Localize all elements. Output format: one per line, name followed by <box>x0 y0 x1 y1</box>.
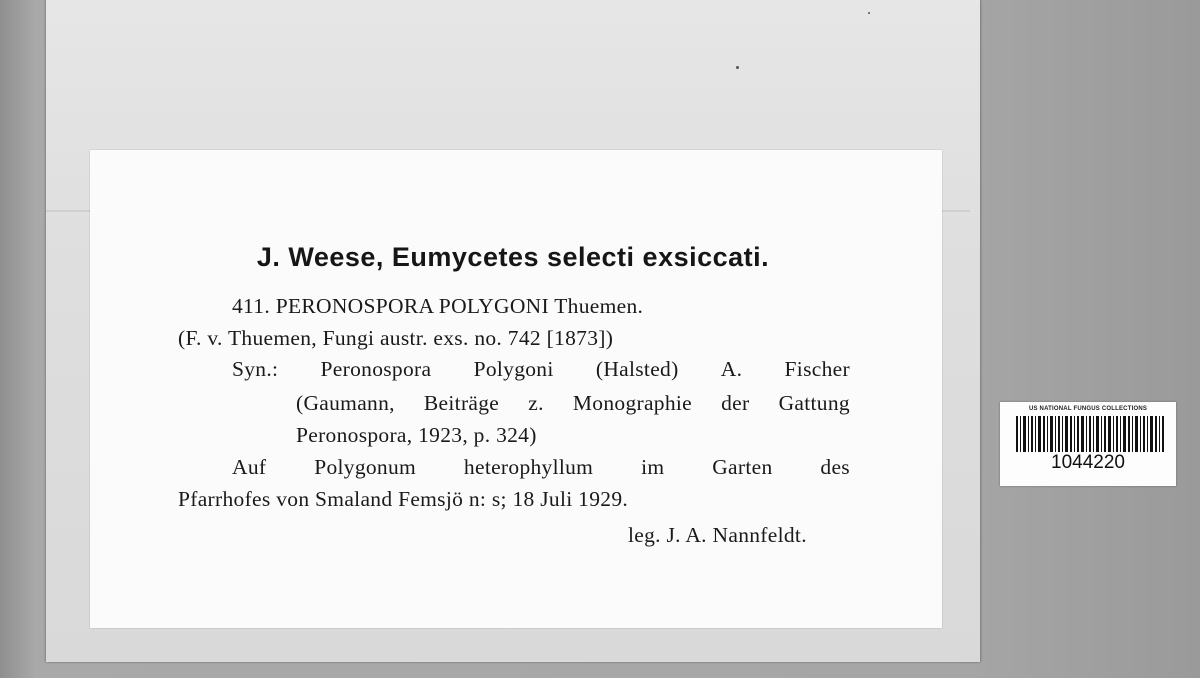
synonym-word: A. <box>720 357 743 381</box>
label-line-host <box>232 455 850 480</box>
label-line-reference <box>296 391 850 416</box>
host-word: Auf <box>232 455 267 479</box>
synonym-word: (Halsted) <box>595 357 679 381</box>
barcode-caption: US NATIONAL FUNGUS COLLECTIONS <box>1028 406 1148 412</box>
reference-word: Gattung <box>778 391 850 415</box>
barcode-label <box>1000 402 1176 486</box>
synonym-prefix: Syn.: <box>232 357 279 381</box>
label-line-synonym <box>232 357 850 382</box>
host-word: im <box>641 455 665 479</box>
label-line-citation: (F. v. Thuemen, Fungi austr. exs. no. 742 [1873]) <box>178 326 614 350</box>
paper-speck <box>736 66 739 69</box>
label-line-locality: Pfarrhofes von Smaland Femsjö n: s; 18 Juli 1929. <box>178 487 629 511</box>
label-title: J. Weese, Eumycetes selecti exsiccati. <box>256 242 770 272</box>
barcode-icon <box>1016 416 1164 452</box>
reference-word: der <box>721 391 750 415</box>
host-word: des <box>820 455 850 479</box>
synonym-word: Polygoni <box>473 357 554 381</box>
host-word: heterophyllum <box>463 455 594 479</box>
synonym-word: Fischer <box>784 357 850 381</box>
specimen-label <box>90 150 942 628</box>
host-word: Garten <box>712 455 773 479</box>
paper-speck <box>868 12 870 14</box>
synonym-word: Peronospora <box>320 357 432 381</box>
label-line-collector: leg. J. A. Nannfeldt. <box>628 523 807 547</box>
host-word: Polygonum <box>314 455 417 479</box>
label-line-reference-end: Peronospora, 1923, p. 324) <box>296 423 537 447</box>
reference-word: z. <box>528 391 544 415</box>
label-line-species: 411. PERONOSPORA POLYGONI Thuemen. <box>232 294 644 318</box>
reference-word: Monographie <box>572 391 693 415</box>
reference-word: (Gaumann, <box>296 391 395 415</box>
reference-word: Beiträge <box>423 391 500 415</box>
barcode-number: 1044220 <box>1051 452 1125 473</box>
